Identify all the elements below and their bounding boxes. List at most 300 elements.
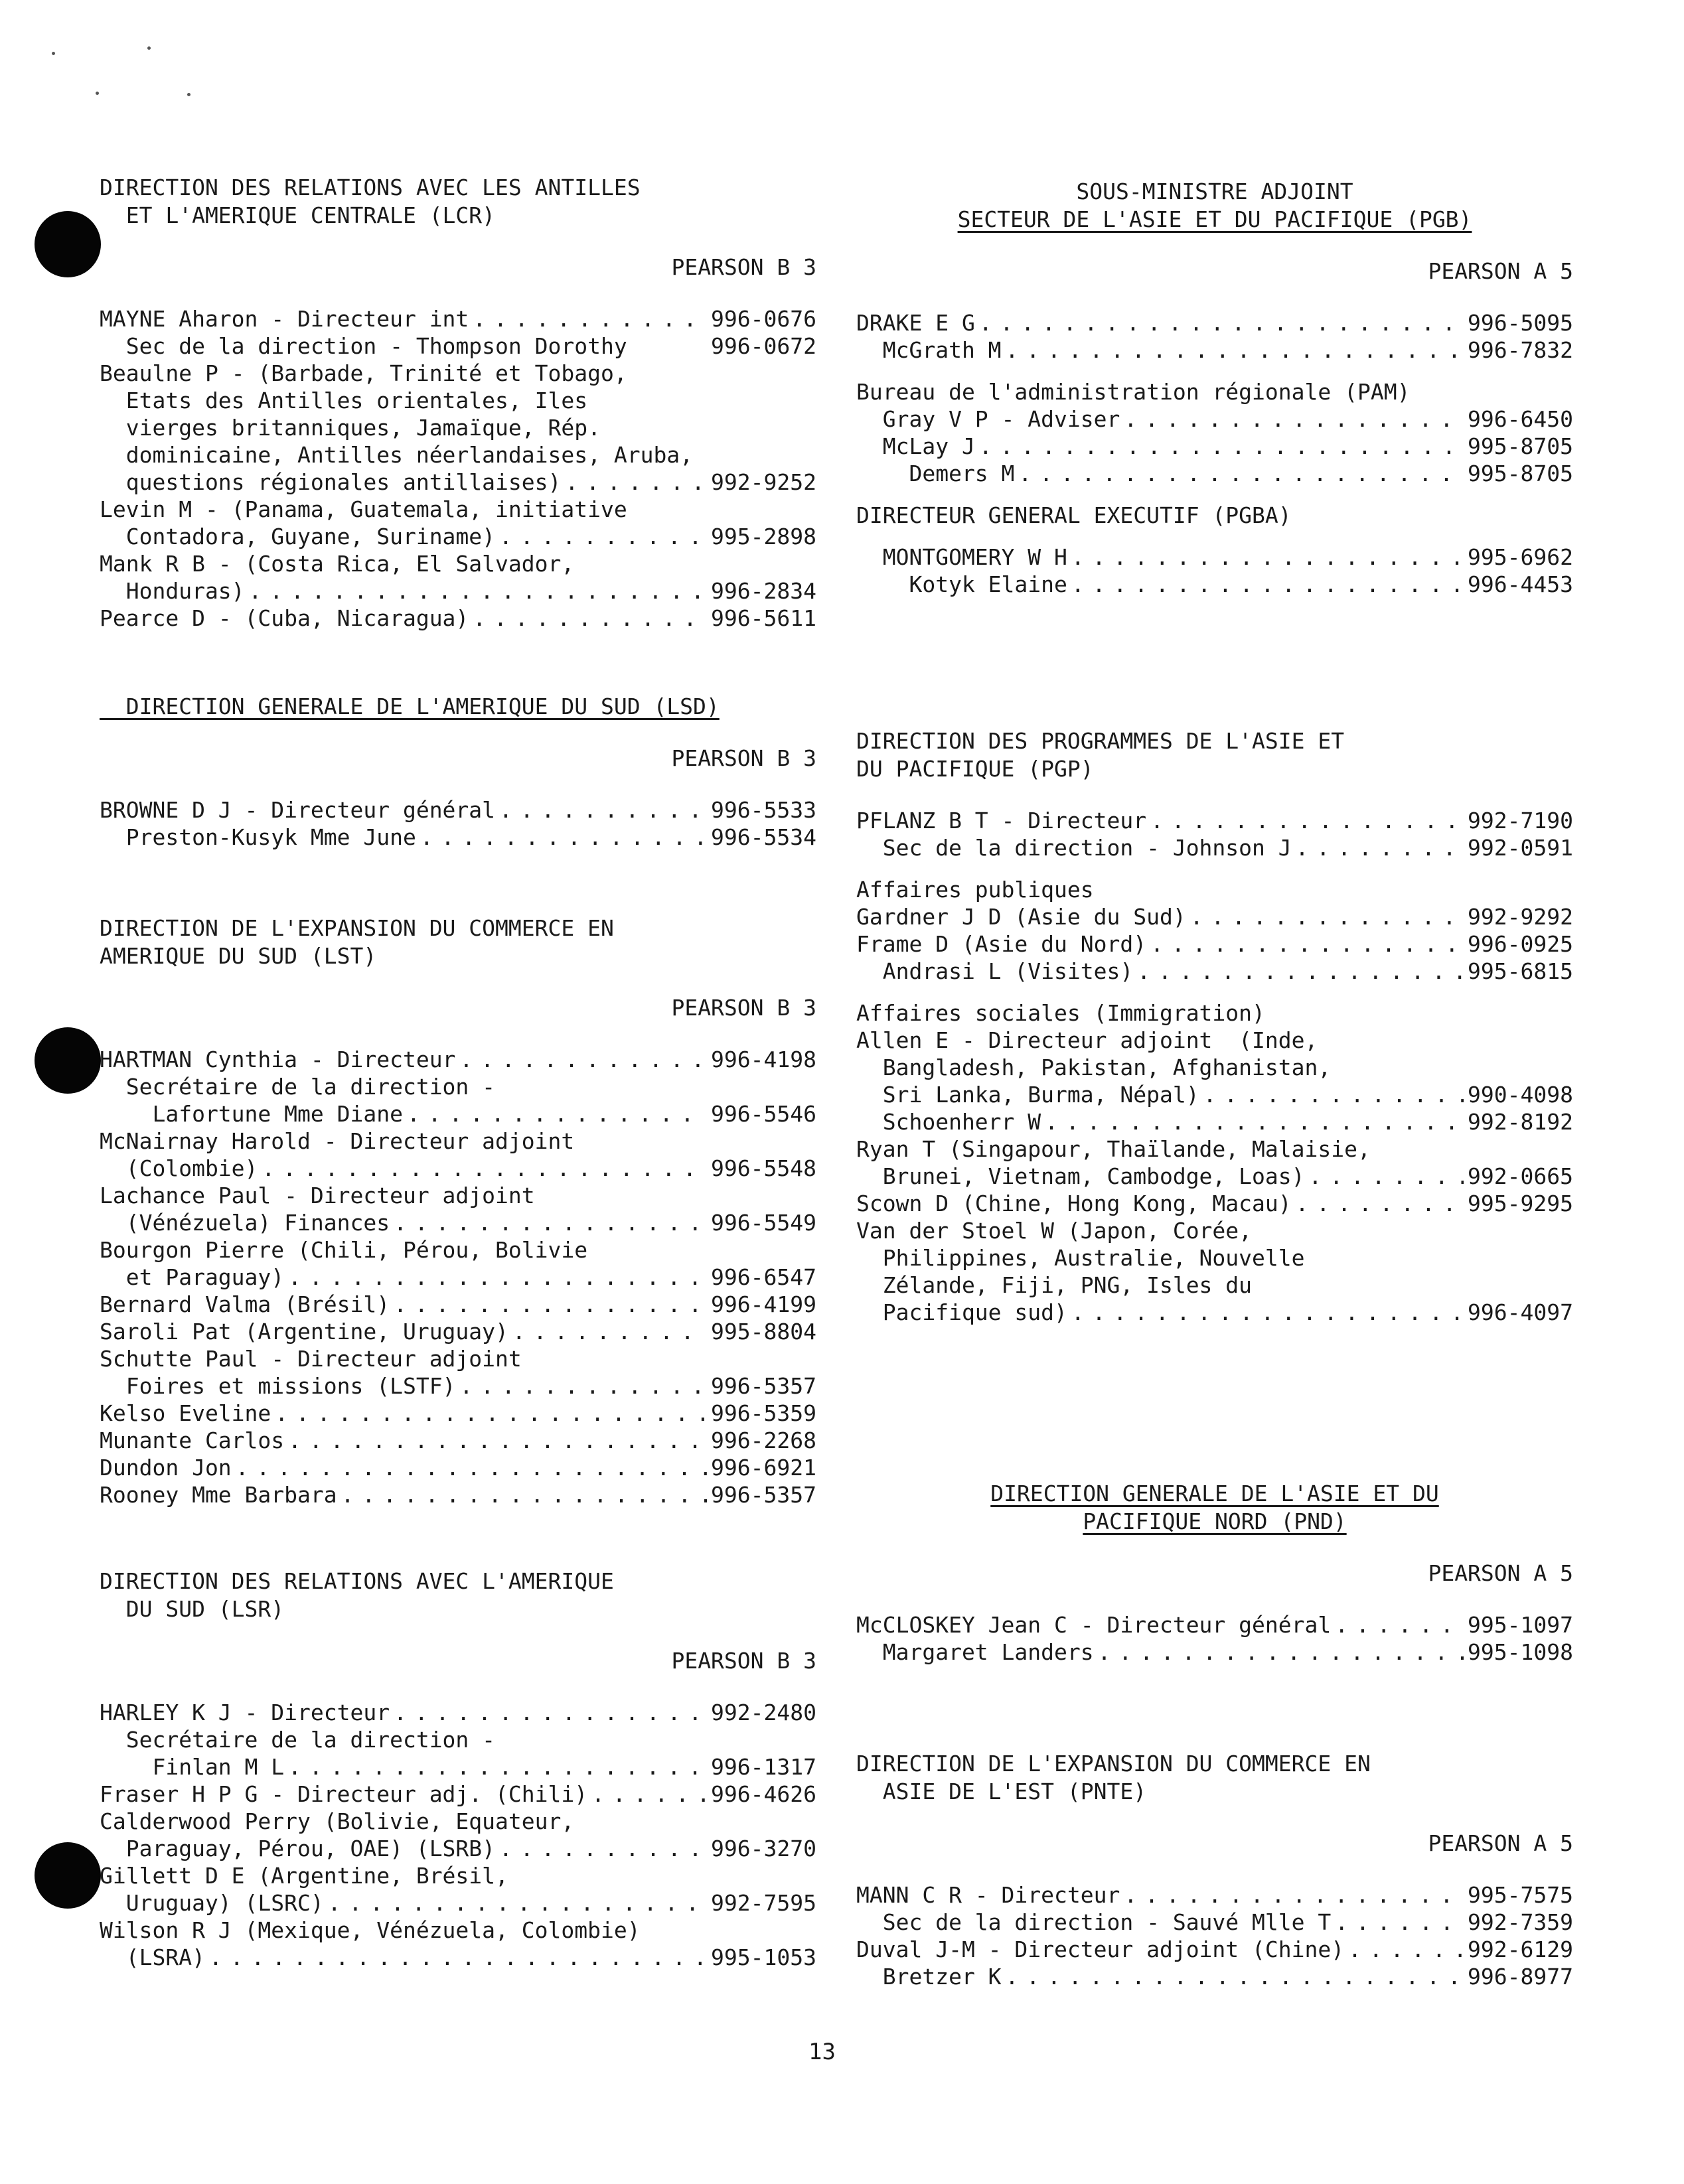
dot-leader bbox=[236, 1454, 707, 1481]
section-heading-text: ASIE DE L'EST (PNTE) bbox=[856, 1779, 1147, 1804]
directory-entry bbox=[856, 1163, 1573, 1190]
entry-list bbox=[856, 309, 1573, 598]
directory-entry bbox=[856, 958, 1573, 985]
entry-name: Lachance Paul - Directeur adjoint bbox=[100, 1183, 535, 1208]
directory-entry bbox=[100, 1318, 816, 1345]
entry-name: Mank R B - (Costa Rica, El Salvador, bbox=[100, 551, 575, 577]
section-heading-text: DIRECTION DE L'EXPANSION DU COMMERCE EN bbox=[100, 915, 614, 941]
dot-leader bbox=[394, 1291, 707, 1318]
directory-entry bbox=[100, 332, 816, 360]
entry-name: Kotyk Elaine bbox=[856, 571, 1067, 597]
phone-number: 995-8705 bbox=[1468, 433, 1573, 459]
directory-section bbox=[100, 693, 816, 851]
directory-entry bbox=[856, 460, 1573, 487]
scan-speck bbox=[147, 46, 151, 50]
directory-entry bbox=[100, 1182, 816, 1209]
entry-name: Margaret Landers bbox=[856, 1639, 1094, 1665]
dot-leader bbox=[1071, 544, 1464, 571]
directory-entry bbox=[856, 834, 1573, 861]
directory-entry bbox=[100, 1155, 816, 1182]
section-heading bbox=[856, 206, 1573, 234]
dot-leader bbox=[979, 309, 1464, 336]
directory-entry bbox=[100, 1699, 816, 1726]
entry-name: Gardner J D (Asie du Sud) bbox=[856, 904, 1186, 930]
entry-name: Schoenherr W bbox=[856, 1109, 1041, 1135]
section-heading-text: SECTEUR DE L'ASIE ET DU PACIFIQUE (PGB) bbox=[957, 206, 1472, 232]
scan-speck bbox=[52, 52, 55, 55]
section-heading bbox=[100, 174, 816, 202]
dot-leader bbox=[341, 1481, 707, 1508]
directory-entry bbox=[856, 336, 1573, 364]
entry-name: questions régionales antillaises) bbox=[100, 469, 562, 495]
dot-leader bbox=[1098, 1638, 1464, 1666]
dot-leader bbox=[1071, 571, 1464, 598]
entry-name: Affaires sociales (Immigration) bbox=[856, 1000, 1265, 1026]
dot-leader bbox=[1018, 460, 1464, 487]
section-heading bbox=[856, 1508, 1573, 1536]
directory-entry bbox=[100, 441, 816, 469]
directory-entry bbox=[100, 824, 816, 851]
entry-name: Rooney Mme Barbara bbox=[100, 1482, 337, 1508]
scan-speck bbox=[187, 93, 191, 96]
entry-name: DRAKE E G bbox=[856, 310, 975, 336]
directory-section bbox=[856, 727, 1573, 1326]
directory-entry bbox=[856, 1027, 1573, 1054]
section-heading-text: DIRECTION DES RELATIONS AVEC LES ANTILLES bbox=[100, 175, 641, 200]
dot-leader bbox=[499, 1835, 707, 1862]
section-heading-text: DIRECTION GENERALE DE L'ASIE ET DU bbox=[990, 1481, 1439, 1506]
dot-leader bbox=[394, 1699, 707, 1726]
entry-name: Paraguay, Pérou, OAE) (LSRB) bbox=[100, 1836, 496, 1861]
dot-leader bbox=[262, 1155, 707, 1182]
entry-name: Munante Carlos bbox=[100, 1427, 285, 1453]
building-location: PEARSON B 3 bbox=[671, 995, 816, 1021]
directory-entry bbox=[856, 1054, 1573, 1081]
dot-leader bbox=[1150, 930, 1464, 958]
directory-entry bbox=[856, 571, 1573, 598]
entry-name: PFLANZ B T - Directeur bbox=[856, 808, 1147, 834]
phone-number: 992-9292 bbox=[1468, 904, 1573, 930]
directory-entry bbox=[100, 796, 816, 824]
directory-entry bbox=[856, 1272, 1573, 1299]
section-heading bbox=[100, 693, 816, 721]
phone-number: 996-2834 bbox=[711, 578, 816, 604]
directory-entry bbox=[100, 1835, 816, 1862]
section-heading bbox=[100, 202, 816, 230]
dot-leader bbox=[1190, 903, 1464, 930]
dot-leader bbox=[407, 1100, 707, 1128]
directory-entry bbox=[100, 605, 816, 632]
directory-section bbox=[100, 1567, 816, 1971]
phone-number: 990-4098 bbox=[1468, 1082, 1573, 1108]
directory-section bbox=[856, 1480, 1573, 1666]
phone-number: 992-7190 bbox=[1468, 808, 1573, 834]
phone-number: 996-5095 bbox=[1468, 310, 1573, 336]
section-heading-text: DU SUD (LSR) bbox=[100, 1596, 285, 1622]
entry-name: Brunei, Vietnam, Cambodge, Loas) bbox=[856, 1163, 1305, 1189]
section-heading-text: AMERIQUE DU SUD (LST) bbox=[100, 943, 377, 969]
directory-entry bbox=[856, 876, 1573, 903]
directory-entry bbox=[100, 1753, 816, 1781]
phone-number: 996-5533 bbox=[711, 797, 816, 823]
directory-entry bbox=[856, 1190, 1573, 1217]
entry-list bbox=[856, 1881, 1573, 1990]
section-heading bbox=[856, 1778, 1573, 1806]
phone-number: 996-7832 bbox=[1468, 337, 1573, 363]
directory-entry bbox=[100, 1100, 816, 1128]
dot-leader bbox=[499, 523, 707, 550]
section-heading bbox=[100, 1567, 816, 1595]
dot-leader bbox=[1296, 1190, 1464, 1217]
entry-list bbox=[856, 807, 1573, 1326]
section-heading bbox=[100, 1595, 816, 1623]
directory-entry bbox=[856, 544, 1573, 571]
entry-name: Fraser H P G - Directeur adj. (Chili) bbox=[100, 1781, 588, 1807]
section-heading bbox=[100, 914, 816, 942]
entry-name: Allen E - Directeur adjoint (Inde, bbox=[856, 1027, 1318, 1053]
entry-name: (LSRA) bbox=[100, 1944, 205, 1970]
directory-entry bbox=[856, 1963, 1573, 1990]
phone-number: 995-8804 bbox=[711, 1319, 816, 1345]
phone-number: 992-0665 bbox=[1468, 1163, 1573, 1189]
entry-name: (Colombie) bbox=[100, 1155, 258, 1181]
entry-name: Pearce D - (Cuba, Nicaragua) bbox=[100, 605, 469, 631]
entry-name: Schutte Paul - Directeur adjoint bbox=[100, 1346, 522, 1372]
entry-name: McNairnay Harold - Directeur adjoint bbox=[100, 1128, 575, 1154]
building-location: PEARSON A 5 bbox=[1428, 1830, 1573, 1856]
entry-name: Bourgon Pierre (Chili, Pérou, Bolivie bbox=[100, 1237, 588, 1263]
dot-leader bbox=[1006, 336, 1464, 364]
directory-entry bbox=[856, 378, 1573, 405]
directory-section bbox=[100, 174, 816, 632]
entry-name: Kelso Eveline bbox=[100, 1400, 271, 1426]
section-heading-text: DIRECTION GENERALE DE L'AMERIQUE DU SUD (LSD) bbox=[100, 693, 720, 719]
phone-number: 995-9295 bbox=[1468, 1191, 1573, 1216]
entry-name: DIRECTEUR GENERAL EXECUTIF (PGBA) bbox=[856, 502, 1292, 528]
dot-leader bbox=[288, 1427, 707, 1454]
directory-entry bbox=[856, 1936, 1573, 1963]
directory-entry bbox=[100, 1236, 816, 1264]
directory-entry bbox=[856, 1881, 1573, 1909]
entry-name: MAYNE Aharon - Directeur int bbox=[100, 306, 469, 332]
entry-name: Scown D (Chine, Hong Kong, Macau) bbox=[856, 1191, 1292, 1216]
entry-name: dominicaine, Antilles néerlandaises, Aruba, bbox=[100, 442, 694, 468]
phone-number: 996-0676 bbox=[711, 306, 816, 332]
dot-leader bbox=[209, 1944, 707, 1971]
phone-number: 996-6547 bbox=[711, 1264, 816, 1290]
directory-entry bbox=[856, 309, 1573, 336]
section-heading-text: DIRECTION DES PROGRAMMES DE L'ASIE ET bbox=[856, 728, 1345, 754]
section-heading-text: SOUS-MINISTRE ADJOINT bbox=[1076, 179, 1353, 204]
phone-number: 995-7575 bbox=[1468, 1882, 1573, 1908]
directory-entry bbox=[856, 1135, 1573, 1163]
phone-number: 996-3270 bbox=[711, 1836, 816, 1861]
directory-entry bbox=[856, 1909, 1573, 1936]
entry-list bbox=[100, 1699, 816, 1971]
entry-name: Finlan M L bbox=[100, 1754, 285, 1780]
directory-entry bbox=[100, 1264, 816, 1291]
directory-entry bbox=[100, 469, 816, 496]
phone-number: 995-6962 bbox=[1468, 544, 1573, 570]
spacer bbox=[856, 487, 1573, 502]
spacer bbox=[856, 364, 1573, 378]
page-number: 13 bbox=[808, 2039, 836, 2065]
dot-leader bbox=[1071, 1299, 1464, 1326]
entry-name: Dundon Jon bbox=[100, 1455, 232, 1481]
directory-entry bbox=[100, 1372, 816, 1400]
entry-name: Lafortune Mme Diane bbox=[100, 1101, 403, 1127]
dot-leader bbox=[473, 605, 707, 632]
dot-leader bbox=[459, 1046, 707, 1073]
directory-entry bbox=[100, 1726, 816, 1753]
phone-number: 996-4199 bbox=[711, 1291, 816, 1317]
phone-number: 995-1097 bbox=[1468, 1612, 1573, 1638]
entry-name: Philippines, Australie, Nouvelle bbox=[856, 1245, 1305, 1271]
dot-leader bbox=[1150, 807, 1464, 834]
entry-name: Sec de la direction - Thompson Dorothy bbox=[100, 333, 627, 359]
entry-list bbox=[100, 796, 816, 851]
dot-leader bbox=[1335, 1611, 1464, 1638]
entry-name: Secrétaire de la direction - bbox=[100, 1074, 496, 1100]
directory-entry bbox=[856, 999, 1573, 1027]
directory-entry bbox=[856, 930, 1573, 958]
phone-number: 995-1053 bbox=[711, 1944, 816, 1970]
dot-leader bbox=[512, 1318, 707, 1345]
directory-entry bbox=[100, 550, 816, 577]
directory-section bbox=[100, 914, 816, 1508]
entry-name: Foires et missions (LSTF) bbox=[100, 1373, 456, 1399]
phone-number: 996-4097 bbox=[1468, 1299, 1573, 1325]
dot-leader bbox=[1137, 958, 1464, 985]
section-heading-text: DU PACIFIQUE (PGP) bbox=[856, 756, 1094, 782]
entry-name: McLay J bbox=[856, 433, 975, 459]
building-location: PEARSON B 3 bbox=[671, 254, 816, 280]
phone-number: 992-8192 bbox=[1468, 1109, 1573, 1135]
directory-entry bbox=[100, 1128, 816, 1155]
phone-number: 996-0672 bbox=[711, 333, 816, 359]
directory-entry bbox=[100, 387, 816, 414]
phone-number: 992-9252 bbox=[711, 469, 816, 495]
section-heading bbox=[856, 1750, 1573, 1778]
entry-name: Sri Lanka, Burma, Népal) bbox=[856, 1082, 1199, 1108]
directory-section bbox=[856, 178, 1573, 598]
entry-name: MONTGOMERY W H bbox=[856, 544, 1067, 570]
directory-entry bbox=[856, 1217, 1573, 1244]
dot-leader bbox=[1296, 834, 1464, 861]
entry-name: Gillett D E (Argentine, Brésil, bbox=[100, 1863, 508, 1889]
directory-section bbox=[856, 1750, 1573, 1990]
entry-name: Bernard Valma (Brésil) bbox=[100, 1291, 390, 1317]
phone-number: 995-2898 bbox=[711, 524, 816, 549]
entry-name: Wilson R J (Mexique, Vénézuela, Colombie) bbox=[100, 1917, 641, 1943]
dot-leader bbox=[473, 305, 707, 332]
phone-number: 992-0591 bbox=[1468, 835, 1573, 861]
directory-entry bbox=[100, 414, 816, 441]
scan-speck bbox=[96, 92, 99, 95]
phone-number: 996-5357 bbox=[711, 1482, 816, 1508]
directory-entry bbox=[100, 1917, 816, 1944]
section-heading bbox=[856, 755, 1573, 783]
phone-number: 992-2480 bbox=[711, 1700, 816, 1725]
entry-name: Saroli Pat (Argentine, Uruguay) bbox=[100, 1319, 508, 1345]
section-heading bbox=[856, 1480, 1573, 1508]
phone-number: 995-6815 bbox=[1468, 958, 1573, 984]
entry-name: Affaires publiques bbox=[856, 877, 1094, 903]
entry-name: Frame D (Asie du Nord) bbox=[856, 931, 1147, 957]
phone-number: 995-1098 bbox=[1468, 1639, 1573, 1665]
directory-entry bbox=[100, 1944, 816, 1971]
dot-leader bbox=[288, 1753, 707, 1781]
phone-number: 996-4198 bbox=[711, 1047, 816, 1072]
dot-leader bbox=[275, 1400, 707, 1427]
dot-leader bbox=[420, 824, 707, 851]
entry-name: Preston-Kusyk Mme June bbox=[100, 824, 416, 850]
phone-number: 995-8705 bbox=[1468, 461, 1573, 486]
entry-name: Gray V P - Adviser bbox=[856, 406, 1120, 432]
directory-entry bbox=[856, 1638, 1573, 1666]
phone-number: 996-6921 bbox=[711, 1455, 816, 1481]
dot-leader bbox=[1124, 405, 1464, 433]
entry-name: Duval J-M - Directeur adjoint (Chine) bbox=[856, 1936, 1345, 1962]
entry-name: vierges britanniques, Jamaïque, Rép. bbox=[100, 415, 601, 441]
entry-name: Secrétaire de la direction - bbox=[100, 1727, 496, 1753]
phone-number: 996-5546 bbox=[711, 1101, 816, 1127]
phone-number: 992-6129 bbox=[1468, 1936, 1573, 1962]
dot-leader bbox=[1045, 1108, 1464, 1135]
entry-list bbox=[856, 1611, 1573, 1666]
entry-name: Van der Stoel W (Japon, Corée, bbox=[856, 1218, 1253, 1244]
punch-hole-top bbox=[35, 211, 101, 277]
directory-entry bbox=[100, 1073, 816, 1100]
dot-leader bbox=[1006, 1963, 1464, 1990]
dot-leader bbox=[979, 433, 1464, 460]
directory-entry bbox=[100, 1427, 816, 1454]
directory-entry bbox=[100, 577, 816, 605]
spacer bbox=[856, 985, 1573, 999]
directory-entry bbox=[100, 1400, 816, 1427]
directory-entry bbox=[100, 496, 816, 523]
dot-leader bbox=[1309, 1163, 1464, 1190]
directory-entry bbox=[100, 1046, 816, 1073]
dot-leader bbox=[1335, 1909, 1464, 1936]
building-location: PEARSON B 3 bbox=[671, 1648, 816, 1674]
phone-number: 996-5611 bbox=[711, 605, 816, 631]
entry-name: Beaulne P - (Barbade, Trinité et Tobago, bbox=[100, 360, 627, 386]
phone-number: 996-0925 bbox=[1468, 931, 1573, 957]
directory-entry bbox=[856, 405, 1573, 433]
section-heading bbox=[100, 942, 816, 970]
dot-leader bbox=[1348, 1936, 1464, 1963]
phone-number: 996-5548 bbox=[711, 1155, 816, 1181]
entry-name: Calderwood Perry (Bolivie, Equateur, bbox=[100, 1808, 575, 1834]
spacer bbox=[856, 861, 1573, 876]
phone-number: 996-1317 bbox=[711, 1754, 816, 1780]
directory-entry bbox=[856, 1244, 1573, 1272]
section-heading bbox=[856, 178, 1573, 206]
entry-name: HARLEY K J - Directeur bbox=[100, 1700, 390, 1725]
entry-name: Sec de la direction - Sauvé Mlle T bbox=[856, 1909, 1332, 1935]
directory-entry bbox=[100, 1481, 816, 1508]
section-heading-text: ET L'AMERIQUE CENTRALE (LCR) bbox=[100, 202, 496, 228]
section-heading-text: DIRECTION DE L'EXPANSION DU COMMERCE EN bbox=[856, 1751, 1371, 1777]
dot-leader bbox=[1124, 1881, 1464, 1909]
entry-name: Pacifique sud) bbox=[856, 1299, 1067, 1325]
dot-leader bbox=[249, 577, 708, 605]
entry-name: Bureau de l'administration régionale (PAM) bbox=[856, 379, 1411, 405]
directory-entry bbox=[100, 1808, 816, 1835]
entry-name: MANN C R - Directeur bbox=[856, 1882, 1120, 1908]
entry-name: et Paraguay) bbox=[100, 1264, 285, 1290]
directory-entry bbox=[856, 903, 1573, 930]
phone-number: 992-7359 bbox=[1468, 1909, 1573, 1935]
dot-leader bbox=[328, 1889, 707, 1917]
entry-name: Andrasi L (Visites) bbox=[856, 958, 1134, 984]
directory-entry bbox=[100, 1345, 816, 1372]
entry-name: HARTMAN Cynthia - Directeur bbox=[100, 1047, 456, 1072]
directory-entry bbox=[856, 433, 1573, 460]
entry-name: McCLOSKEY Jean C - Directeur général bbox=[856, 1612, 1332, 1638]
entry-name: Sec de la direction - Johnson J bbox=[856, 835, 1292, 861]
directory-entry bbox=[100, 523, 816, 550]
entry-name: Bangladesh, Pakistan, Afghanistan, bbox=[856, 1055, 1332, 1080]
dot-leader bbox=[591, 1781, 707, 1808]
phone-number: 992-7595 bbox=[711, 1890, 816, 1916]
directory-entry bbox=[100, 1454, 816, 1481]
dot-leader bbox=[394, 1209, 707, 1236]
directory-entry bbox=[856, 1108, 1573, 1135]
section-heading bbox=[856, 727, 1573, 755]
directory-entry bbox=[100, 360, 816, 387]
directory-entry bbox=[856, 1611, 1573, 1638]
entry-name: Levin M - (Panama, Guatemala, initiative bbox=[100, 496, 627, 522]
directory-entry bbox=[100, 1781, 816, 1808]
directory-entry bbox=[856, 1081, 1573, 1108]
dot-leader bbox=[565, 469, 707, 496]
entry-name: BROWNE D J - Directeur général bbox=[100, 797, 496, 823]
directory-entry bbox=[100, 305, 816, 332]
directory-entry bbox=[856, 807, 1573, 834]
phone-number: 996-4626 bbox=[711, 1781, 816, 1807]
dot-leader bbox=[459, 1372, 707, 1400]
phone-number: 996-5357 bbox=[711, 1373, 816, 1399]
directory-entry bbox=[856, 1299, 1573, 1326]
phone-number: 996-4453 bbox=[1468, 571, 1573, 597]
directory-entry bbox=[100, 1862, 816, 1889]
building-location: PEARSON A 5 bbox=[1428, 1560, 1573, 1586]
dot-leader bbox=[1203, 1081, 1464, 1108]
building-location: PEARSON A 5 bbox=[1428, 258, 1573, 284]
directory-entry bbox=[100, 1889, 816, 1917]
entry-name: McGrath M bbox=[856, 337, 1002, 363]
directory-entry bbox=[856, 502, 1573, 529]
section-heading-text: PACIFIQUE NORD (PND) bbox=[1083, 1508, 1347, 1534]
dot-leader bbox=[288, 1264, 707, 1291]
punch-hole-middle bbox=[35, 1027, 101, 1094]
punch-hole-bottom bbox=[35, 1842, 101, 1909]
entry-name: Uruguay) (LSRC) bbox=[100, 1890, 324, 1916]
phone-number: 996-5534 bbox=[711, 824, 816, 850]
phone-number: 996-6450 bbox=[1468, 406, 1573, 432]
directory-entry bbox=[100, 1291, 816, 1318]
entry-list bbox=[100, 305, 816, 632]
entry-name: Etats des Antilles orientales, Iles bbox=[100, 388, 588, 413]
spacer bbox=[856, 529, 1573, 544]
phone-number: 996-5549 bbox=[711, 1210, 816, 1236]
entry-name: Zélande, Fiji, PNG, Isles du bbox=[856, 1272, 1253, 1298]
entry-list bbox=[100, 1046, 816, 1508]
phone-number: 996-8977 bbox=[1468, 1964, 1573, 1990]
entry-name: Bretzer K bbox=[856, 1964, 1002, 1990]
